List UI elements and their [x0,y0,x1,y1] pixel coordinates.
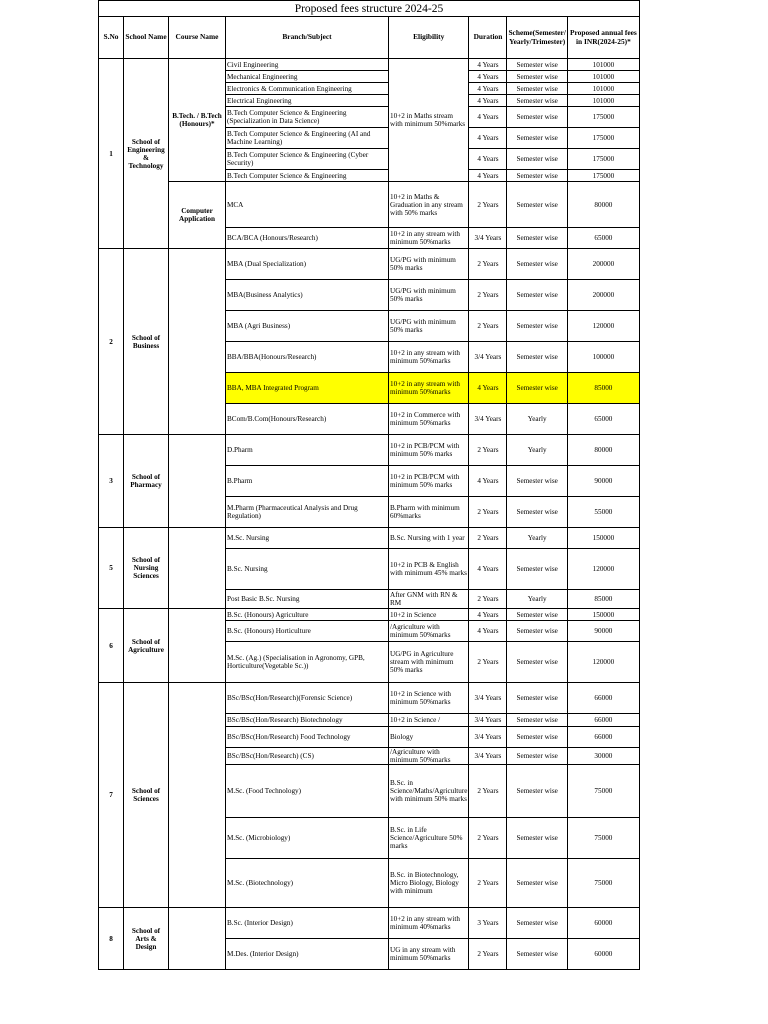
scheme-cell: Semester wise [507,59,567,71]
scheme-cell: Semester wise [507,765,567,818]
branch-cell: BCA/BCA (Honours/Research) [226,228,389,249]
fees-cell: 120000 [567,642,639,683]
fees-cell: 200000 [567,280,639,311]
school-name: School of Business [124,249,169,435]
scheme-cell: Semester wise [507,609,567,621]
fees-cell: 66000 [567,714,639,727]
scheme-cell: Semester wise [507,342,567,373]
table-row [99,528,640,549]
eligibility-cell: 10+2 in any stream with minimum 50%marks [389,228,469,249]
eligibility-cell: B.Sc. Nursing with 1 year [389,528,469,549]
school-name: School of Sciences [124,683,169,908]
duration-cell: 4 Years [469,71,507,83]
fees-cell: 60000 [567,908,639,939]
school-name: School of Arts & Design [124,908,169,970]
duration-cell: 2 Years [469,182,507,228]
scheme-cell: Semester wise [507,249,567,280]
eligibility-cell: 10+2 in any stream with minimum 50%marks [389,342,469,373]
scheme-cell: Yearly [507,528,567,549]
branch-cell: D.Pharm [226,435,389,466]
duration-cell: 4 Years [469,128,507,149]
eligibility-cell: 10+2 in Commerce with minimum 50%marks [389,404,469,435]
scheme-cell: Semester wise [507,128,567,149]
duration-cell: 4 Years [469,59,507,71]
branch-cell: BBA/BBA(Honours/Research) [226,342,389,373]
course-name: B.Tech. / B.Tech (Honours)* [169,59,226,182]
eligibility-cell: 10+2 in Science [389,609,469,621]
fees-cell: 80000 [567,182,639,228]
duration-cell: 3/4 Years [469,228,507,249]
fees-cell: 175000 [567,128,639,149]
duration-cell: 3/4 Years [469,714,507,727]
branch-cell: MBA (Agri Business) [226,311,389,342]
fees-cell: 90000 [567,621,639,642]
table-row [99,249,640,280]
header-scheme: Scheme(Semester/ Yearly/Trimester) [507,17,567,59]
branch-cell: MBA(Business Analytics) [226,280,389,311]
branch-cell: M.Sc. Nursing [226,528,389,549]
course-name-empty [169,249,226,435]
school-name: School of Nursing Sciences [124,528,169,609]
table-row [99,609,640,621]
eligibility-cell: 10+2 in Science with minimum 50%marks [389,683,469,714]
fees-cell: 65000 [567,404,639,435]
branch-cell: M.Sc. (Food Technology) [226,765,389,818]
duration-cell: 2 Years [469,249,507,280]
course-name-empty [169,609,226,683]
duration-cell: 4 Years [469,621,507,642]
scheme-cell: Semester wise [507,748,567,765]
scheme-cell: Semester wise [507,939,567,970]
header-school: School Name [124,17,169,59]
eligibility-cell: /Agriculture with minimum 50%marks [389,621,469,642]
duration-cell: 4 Years [469,549,507,590]
title-row [99,1,640,17]
scheme-cell: Semester wise [507,71,567,83]
duration-cell: 2 Years [469,528,507,549]
duration-cell: 3/4 Years [469,748,507,765]
fees-cell: 150000 [567,609,639,621]
scheme-cell: Semester wise [507,280,567,311]
duration-cell: 4 Years [469,83,507,95]
eligibility-cell: UG/PG with minimum 50% marks [389,249,469,280]
branch-cell: M.Sc. (Microbiology) [226,818,389,859]
course-name-empty [169,435,226,528]
fees-cell: 80000 [567,435,639,466]
eligibility-cell: After GNM with RN & RM [389,590,469,609]
course-name-empty [169,908,226,970]
fees-cell: 200000 [567,249,639,280]
scheme-cell: Semester wise [507,859,567,908]
duration-cell: 2 Years [469,765,507,818]
scheme-cell: Semester wise [507,549,567,590]
scheme-cell: Semester wise [507,714,567,727]
branch-cell: B.Tech Computer Science & Engineering (AI and Machine Learning) [226,128,389,149]
branch-cell: B.Pharm [226,466,389,497]
duration-cell: 2 Years [469,859,507,908]
branch-cell: Post Basic B.Sc. Nursing [226,590,389,609]
fees-table [98,0,640,970]
duration-cell: 4 Years [469,609,507,621]
branch-cell: B.Tech Computer Science & Engineering (Specialization in Data Science) [226,107,389,128]
branch-cell: MCA [226,182,389,228]
fees-cell: 90000 [567,466,639,497]
branch-cell: M.Des. (Interior Design) [226,939,389,970]
fees-cell: 85000 [567,590,639,609]
branch-cell: B.Tech Computer Science & Engineering (Cyber Security) [226,149,389,170]
fees-sheet [98,0,640,970]
fees-cell: 30000 [567,748,639,765]
scheme-cell: Semester wise [507,182,567,228]
eligibility-cell: 10+2 in Maths & Graduation in any stream with 50% marks [389,182,469,228]
school-name: School of Agriculture [124,609,169,683]
branch-cell: B.Sc. Nursing [226,549,389,590]
duration-cell: 3/4 Years [469,342,507,373]
scheme-cell: Semester wise [507,727,567,748]
course-name-empty [169,683,226,908]
scheme-cell: Semester wise [507,373,567,404]
fees-cell: 66000 [567,683,639,714]
fees-cell: 101000 [567,71,639,83]
duration-cell: 4 Years [469,95,507,107]
fees-cell: 101000 [567,59,639,71]
header-branch: Branch/Subject [226,17,389,59]
duration-cell: 2 Years [469,818,507,859]
eligibility-cell: 10+2 in Maths stream with minimum 50%marks [389,59,469,182]
scheme-cell: Yearly [507,435,567,466]
branch-cell: Electrical Engineering [226,95,389,107]
duration-cell: 2 Years [469,642,507,683]
eligibility-cell: B.Sc. in Science/Maths/Agriculture with minimum 50% marks [389,765,469,818]
header-course: Course Name [169,17,226,59]
fees-cell: 120000 [567,549,639,590]
duration-cell: 4 Years [469,373,507,404]
eligibility-cell: B.Pharm with minimum 60%marks [389,497,469,528]
scheme-cell: Semester wise [507,642,567,683]
duration-cell: 4 Years [469,149,507,170]
serial-number: 1 [99,59,124,249]
serial-number: 3 [99,435,124,528]
fees-cell: 175000 [567,170,639,182]
scheme-cell: Semester wise [507,311,567,342]
branch-cell: Electronics & Communication Engineering [226,83,389,95]
fees-cell: 175000 [567,149,639,170]
course-name-empty [169,528,226,609]
scheme-cell: Yearly [507,404,567,435]
eligibility-cell: /Agriculture with minimum 50%marks [389,748,469,765]
scheme-cell: Semester wise [507,107,567,128]
branch-cell: B.Tech Computer Science & Engineering [226,170,389,182]
fees-cell: 55000 [567,497,639,528]
branch-cell: B.Sc. (Honours) Agriculture [226,609,389,621]
scheme-cell: Semester wise [507,95,567,107]
eligibility-cell: 10+2 in any stream with minimum 50%marks [389,373,469,404]
branch-cell: Civil Engineering [226,59,389,71]
table-row [99,182,640,228]
scheme-cell: Semester wise [507,228,567,249]
fees-cell: 65000 [567,228,639,249]
duration-cell: 2 Years [469,939,507,970]
fees-cell: 101000 [567,83,639,95]
branch-cell: BCom/B.Com(Honours/Research) [226,404,389,435]
eligibility-cell: 10+2 in Science / [389,714,469,727]
duration-cell: 2 Years [469,280,507,311]
fees-cell: 101000 [567,95,639,107]
scheme-cell: Semester wise [507,908,567,939]
duration-cell: 3/4 Years [469,727,507,748]
header-duration: Duration [469,17,507,59]
scheme-cell: Semester wise [507,149,567,170]
scheme-cell: Yearly [507,590,567,609]
duration-cell: 2 Years [469,497,507,528]
branch-cell: M.Sc. (Biotechnology) [226,859,389,908]
fees-cell: 75000 [567,765,639,818]
header-sno: S.No [99,17,124,59]
table-row [99,683,640,714]
eligibility-cell: UG/PG with minimum 50% marks [389,311,469,342]
table-row [99,435,640,466]
branch-cell: MBA (Dual Specialization) [226,249,389,280]
course-name: Computer Application [169,182,226,249]
duration-cell: 4 Years [469,466,507,497]
eligibility-cell: 10+2 in PCB/PCM with minimum 50% marks [389,435,469,466]
serial-number: 7 [99,683,124,908]
table-row [99,59,640,71]
duration-cell: 2 Years [469,435,507,466]
scheme-cell: Semester wise [507,621,567,642]
branch-cell: BSc/BSc(Hon/Research)(Forensic Science) [226,683,389,714]
serial-number: 2 [99,249,124,435]
table-row [99,908,640,939]
fees-cell: 85000 [567,373,639,404]
fees-cell: 75000 [567,859,639,908]
duration-cell: 4 Years [469,170,507,182]
duration-cell: 3 Years [469,908,507,939]
eligibility-cell: UG in any stream with minimum 50%marks [389,939,469,970]
eligibility-cell: 10+2 in PCB/PCM with minimum 50% marks [389,466,469,497]
fees-cell: 75000 [567,818,639,859]
scheme-cell: Semester wise [507,497,567,528]
branch-cell: BSc/BSc(Hon/Research) (CS) [226,748,389,765]
fees-cell: 150000 [567,528,639,549]
branch-cell: BSc/BSc(Hon/Research) Biotechnology [226,714,389,727]
header-eligibility: Eligibility [389,17,469,59]
scheme-cell: Semester wise [507,818,567,859]
branch-cell: B.Sc. (Honours) Horticulture [226,621,389,642]
fees-cell: 60000 [567,939,639,970]
duration-cell: 2 Years [469,311,507,342]
scheme-cell: Semester wise [507,83,567,95]
fees-cell: 100000 [567,342,639,373]
duration-cell: 3/4 Years [469,683,507,714]
serial-number: 6 [99,609,124,683]
serial-number: 5 [99,528,124,609]
branch-cell: M.Sc. (Ag.) (Specialisation in Agronomy, GPB, Horticulture(Vegetable Sc.)) [226,642,389,683]
branch-cell: M.Pharm (Pharmaceutical Analysis and Drug Regulation) [226,497,389,528]
scheme-cell: Semester wise [507,683,567,714]
branch-cell: B.Sc. (Interior Design) [226,908,389,939]
scheme-cell: Semester wise [507,170,567,182]
fees-cell: 120000 [567,311,639,342]
duration-cell: 3/4 Years [469,404,507,435]
header-row [99,17,640,59]
eligibility-cell: 10+2 in any stream with minimum 40%marks [389,908,469,939]
duration-cell: 2 Years [469,590,507,609]
sheet-title: Proposed fees structure 2024-25 [99,1,640,17]
eligibility-cell: 10+2 in PCB & English with minimum 45% marks [389,549,469,590]
duration-cell: 4 Years [469,107,507,128]
eligibility-cell: Biology [389,727,469,748]
school-name: School of Pharmacy [124,435,169,528]
serial-number: 8 [99,908,124,970]
branch-cell: Mechanical Engineering [226,71,389,83]
branch-cell: BBA, MBA Integrated Program [226,373,389,404]
scheme-cell: Semester wise [507,466,567,497]
eligibility-cell: UG/PG with minimum 50% marks [389,280,469,311]
eligibility-cell: B.Sc. in Life Science/Agriculture 50% marks [389,818,469,859]
header-fees: Proposed annual fees in INR(2024-25)* [567,17,639,59]
fees-cell: 175000 [567,107,639,128]
school-name: School of Engineering & Technology [124,59,169,249]
eligibility-cell: UG/PG in Agriculture stream with minimum 50% marks [389,642,469,683]
branch-cell: BSc/BSc(Hon/Research) Food Technology [226,727,389,748]
fees-cell: 66000 [567,727,639,748]
eligibility-cell: B.Sc. in Biotechnology, Micro Biology, Biology with minimum [389,859,469,908]
